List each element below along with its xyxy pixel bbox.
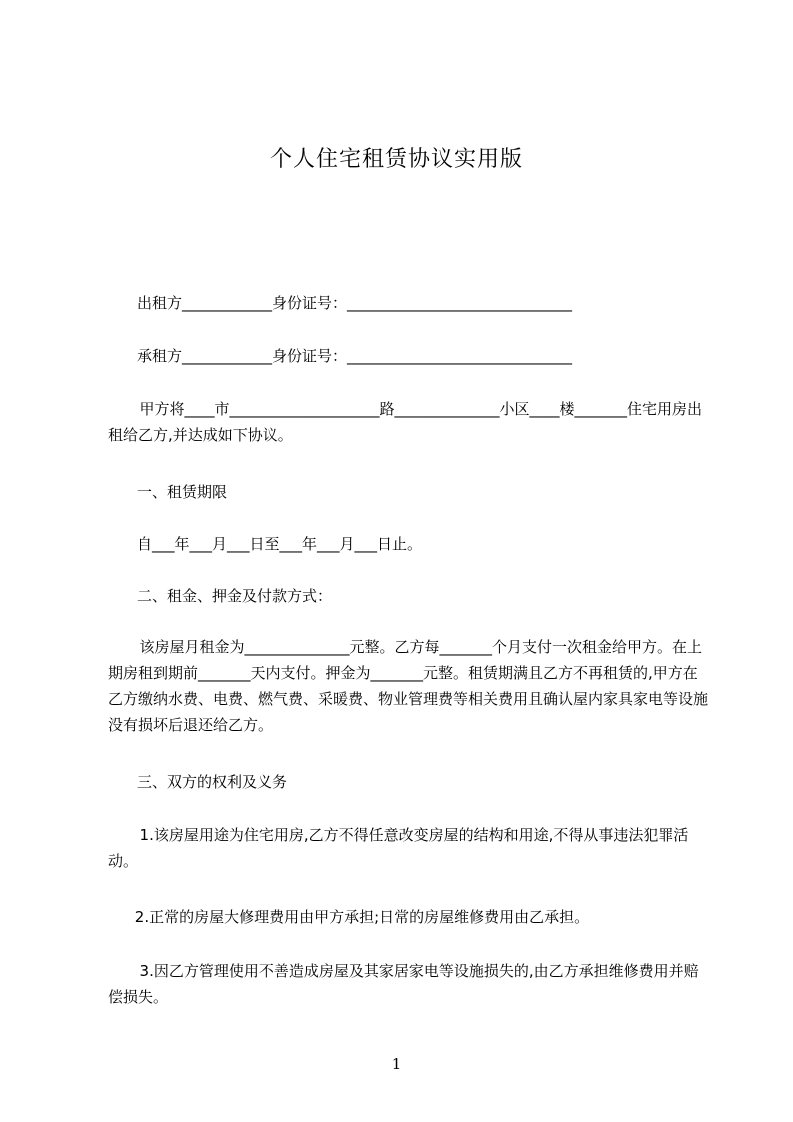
lessor-line: 出租方____________身份证号：______________________________ — [137, 294, 573, 312]
section-3-heading: 三、双方的权利及义务 — [137, 773, 288, 791]
page-number: 1 — [391, 1055, 402, 1073]
lessee-line: 承租方____________身份证号：______________________________ — [137, 347, 573, 365]
clause-3: 3.因乙方管理使用不善造成房屋及其家居家电等设施损失的,由乙方承担维修费用并赔偿损失。 — [108, 962, 699, 1006]
section-1-heading: 一、租赁期限 — [137, 483, 228, 501]
section-2-heading: 二、租金、押金及付款方式： — [137, 587, 333, 605]
clause-1: 1.该房屋用途为住宅用房,乙方不得任意改变房屋的结构和用途,不得从事违法犯罪活动。 — [108, 826, 689, 870]
section-2-body: 该房屋月租金为______________元整。乙方每_______个月支付一次租金给甲方。在上期房租到期前_______天内支付。押金为_______元整。租赁期满且乙方不再租赁的,甲方在乙方缴纳水费、电费、燃气费、采暖费、物业管理费等相关费用且确认屋内家具家电等设施没有损坏后退还给乙方。 — [108, 638, 709, 734]
intro-paragraph: 甲方将____市____________________路______________小区____楼_______住宅用房出租给乙方,并达成如下协议。 — [108, 400, 703, 444]
document-title: 个人住宅租赁协议实用版 — [269, 147, 523, 172]
section-1-body: 自___年___月___日至___年___月___日止。 — [137, 535, 423, 553]
clause-2: 2.正常的房屋大修理费用由甲方承担;日常的房屋维修费用由乙承担。 — [130, 908, 590, 926]
